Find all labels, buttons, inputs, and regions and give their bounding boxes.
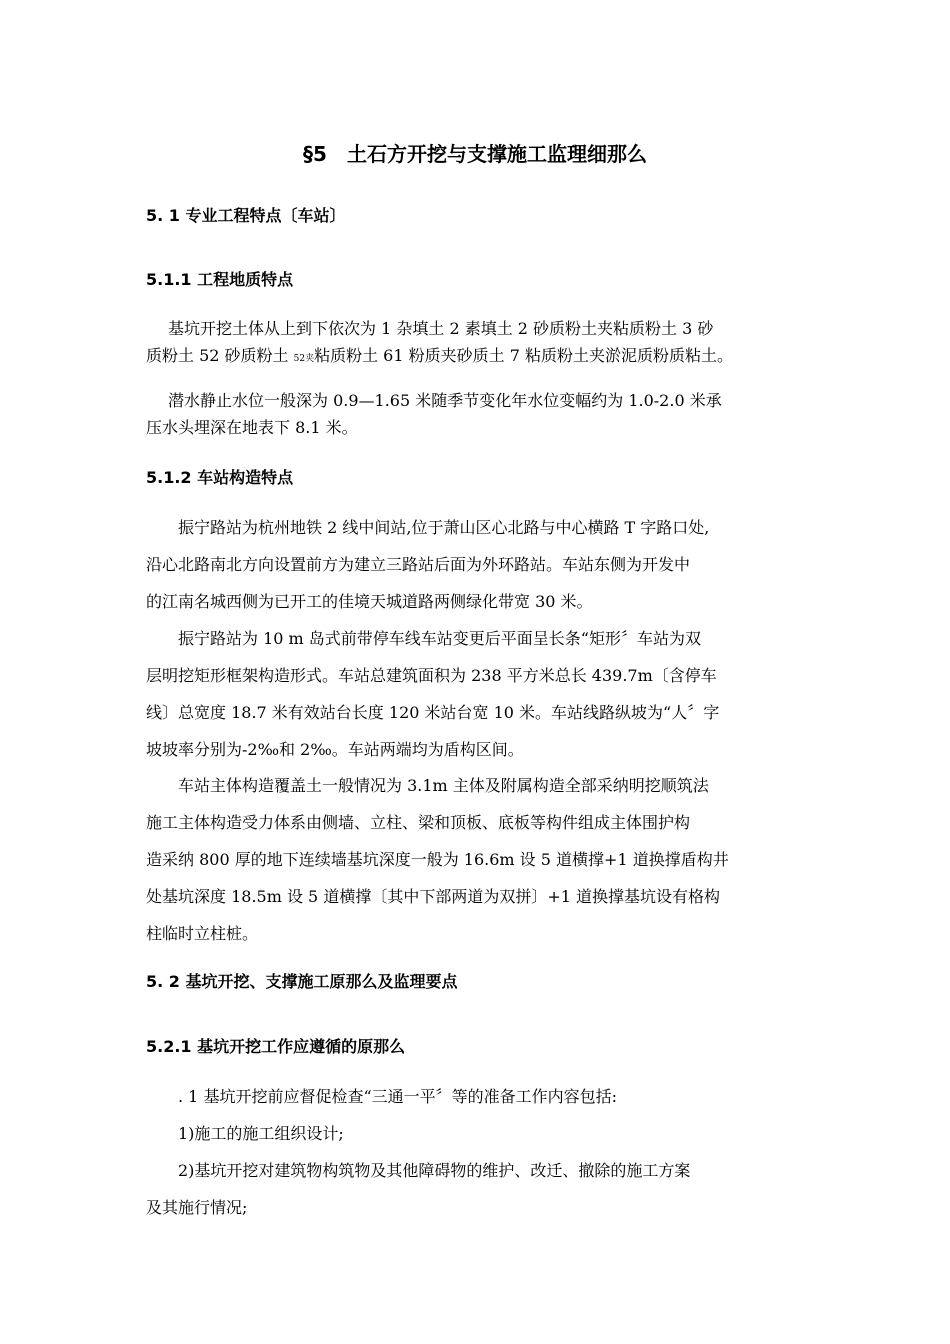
text-line: 振宁路站为杭州地铁 2 线中间站,位于萧山区心北路与中心横路 T 字路口处,: [178, 518, 710, 537]
text-line: 车站主体构造覆盖土一般情况为 3.1m 主体及附属构造全部采纳明挖顺筑法: [178, 776, 709, 795]
section-heading-5-1-1: 5.1.1 工程地质特点: [146, 270, 294, 289]
page-title: §5 土石方开挖与支撑施工监理细那么: [303, 142, 647, 166]
text-fragment: 质粉土 52 砂质粉土: [146, 346, 294, 365]
paragraph-geology-layers: [146, 315, 826, 373]
paragraph-station-location: [146, 509, 826, 620]
text-line: 压水头埋深在地表下 8.1 米。: [146, 418, 358, 437]
text-line: 2)基坑开挖对建筑物构筑物及其他障碍物的维护、改迁、撤除的施工方案: [178, 1161, 691, 1180]
text-line: 沿心北路南北方向设置前方为建立三路站后面为外环路站。车站东侧为开发中: [146, 555, 691, 574]
paragraph-preparation: [146, 1078, 826, 1226]
section-heading-5-1-2: 5.1.2 车站构造特点: [146, 468, 294, 487]
paragraph-station-layout: [146, 620, 826, 768]
text-line: 施工主体构造受力体系由侧墙、立柱、梁和顶板、底板等构件组成主体围护构: [146, 813, 691, 832]
text-line: 及其施行情况;: [146, 1198, 248, 1217]
text-line: 振宁路站为 10 m 岛式前带停车线车站变更后平面呈长条“矩形〞车站为双: [178, 629, 701, 648]
text-line: [146, 342, 826, 373]
text-fragment: 粘质粉土 61 粉质夹砂质土 7 粘质粉土夹淤泥质粉质粘土。: [314, 346, 733, 365]
text-line: 柱临时立柱桩。: [146, 924, 259, 943]
text-line: 处基坑深度 18.5m 设 5 道横撑〔其中下部两道为双拼〕+1 道换撑基坑设有格构: [146, 887, 720, 906]
text-line: 潜水静止水位一般深为 0.9—1.65 米随季节变化年水位变幅约为 1.0-2.0 米承: [168, 391, 722, 410]
section-heading-5-2: 5. 2 基坑开挖、支撑施工原那么及监理要点: [146, 972, 458, 991]
section-heading-5-1: 5. 1 专业工程特点〔车站〕: [146, 206, 346, 225]
text-line: 的江南名城西侧为已开工的佳境天城道路两侧绿化带宽 30 米。: [146, 592, 593, 611]
text-line: 层明挖矩形框架构造形式。车站总建筑面积为 238 平方米总长 439.7m〔含停车: [146, 666, 717, 685]
section-heading-5-2-1: 5.2.1 基坑开挖工作应遵循的原那么: [146, 1037, 406, 1056]
text-line: 基坑开挖土体从上到下依次为 1 杂填土 2 素填土 2 砂质粉土夹粘质粉土 3 砂: [168, 319, 714, 338]
paragraph-station-structure: [146, 767, 826, 952]
text-line: 坡坡率分别为-2‰和 2‰。车站两端均为盾构区间。: [146, 740, 524, 759]
subscript-text: 52夹: [293, 354, 315, 364]
paragraph-groundwater: [146, 387, 826, 441]
text-line: 1)施工的施工组织设计;: [178, 1124, 344, 1143]
text-line: 造采纳 800 厚的地下连续墙基坑深度一般为 16.6m 设 5 道横撑+1 道换撑盾构井: [146, 850, 729, 869]
text-line: . 1 基坑开挖前应督促检查“三通一平〞等的准备工作内容包括:: [178, 1087, 618, 1106]
text-line: 线〕总宽度 18.7 米有效站台长度 120 米站台宽 10 米。车站线路纵坡为“人〞字: [146, 703, 720, 722]
